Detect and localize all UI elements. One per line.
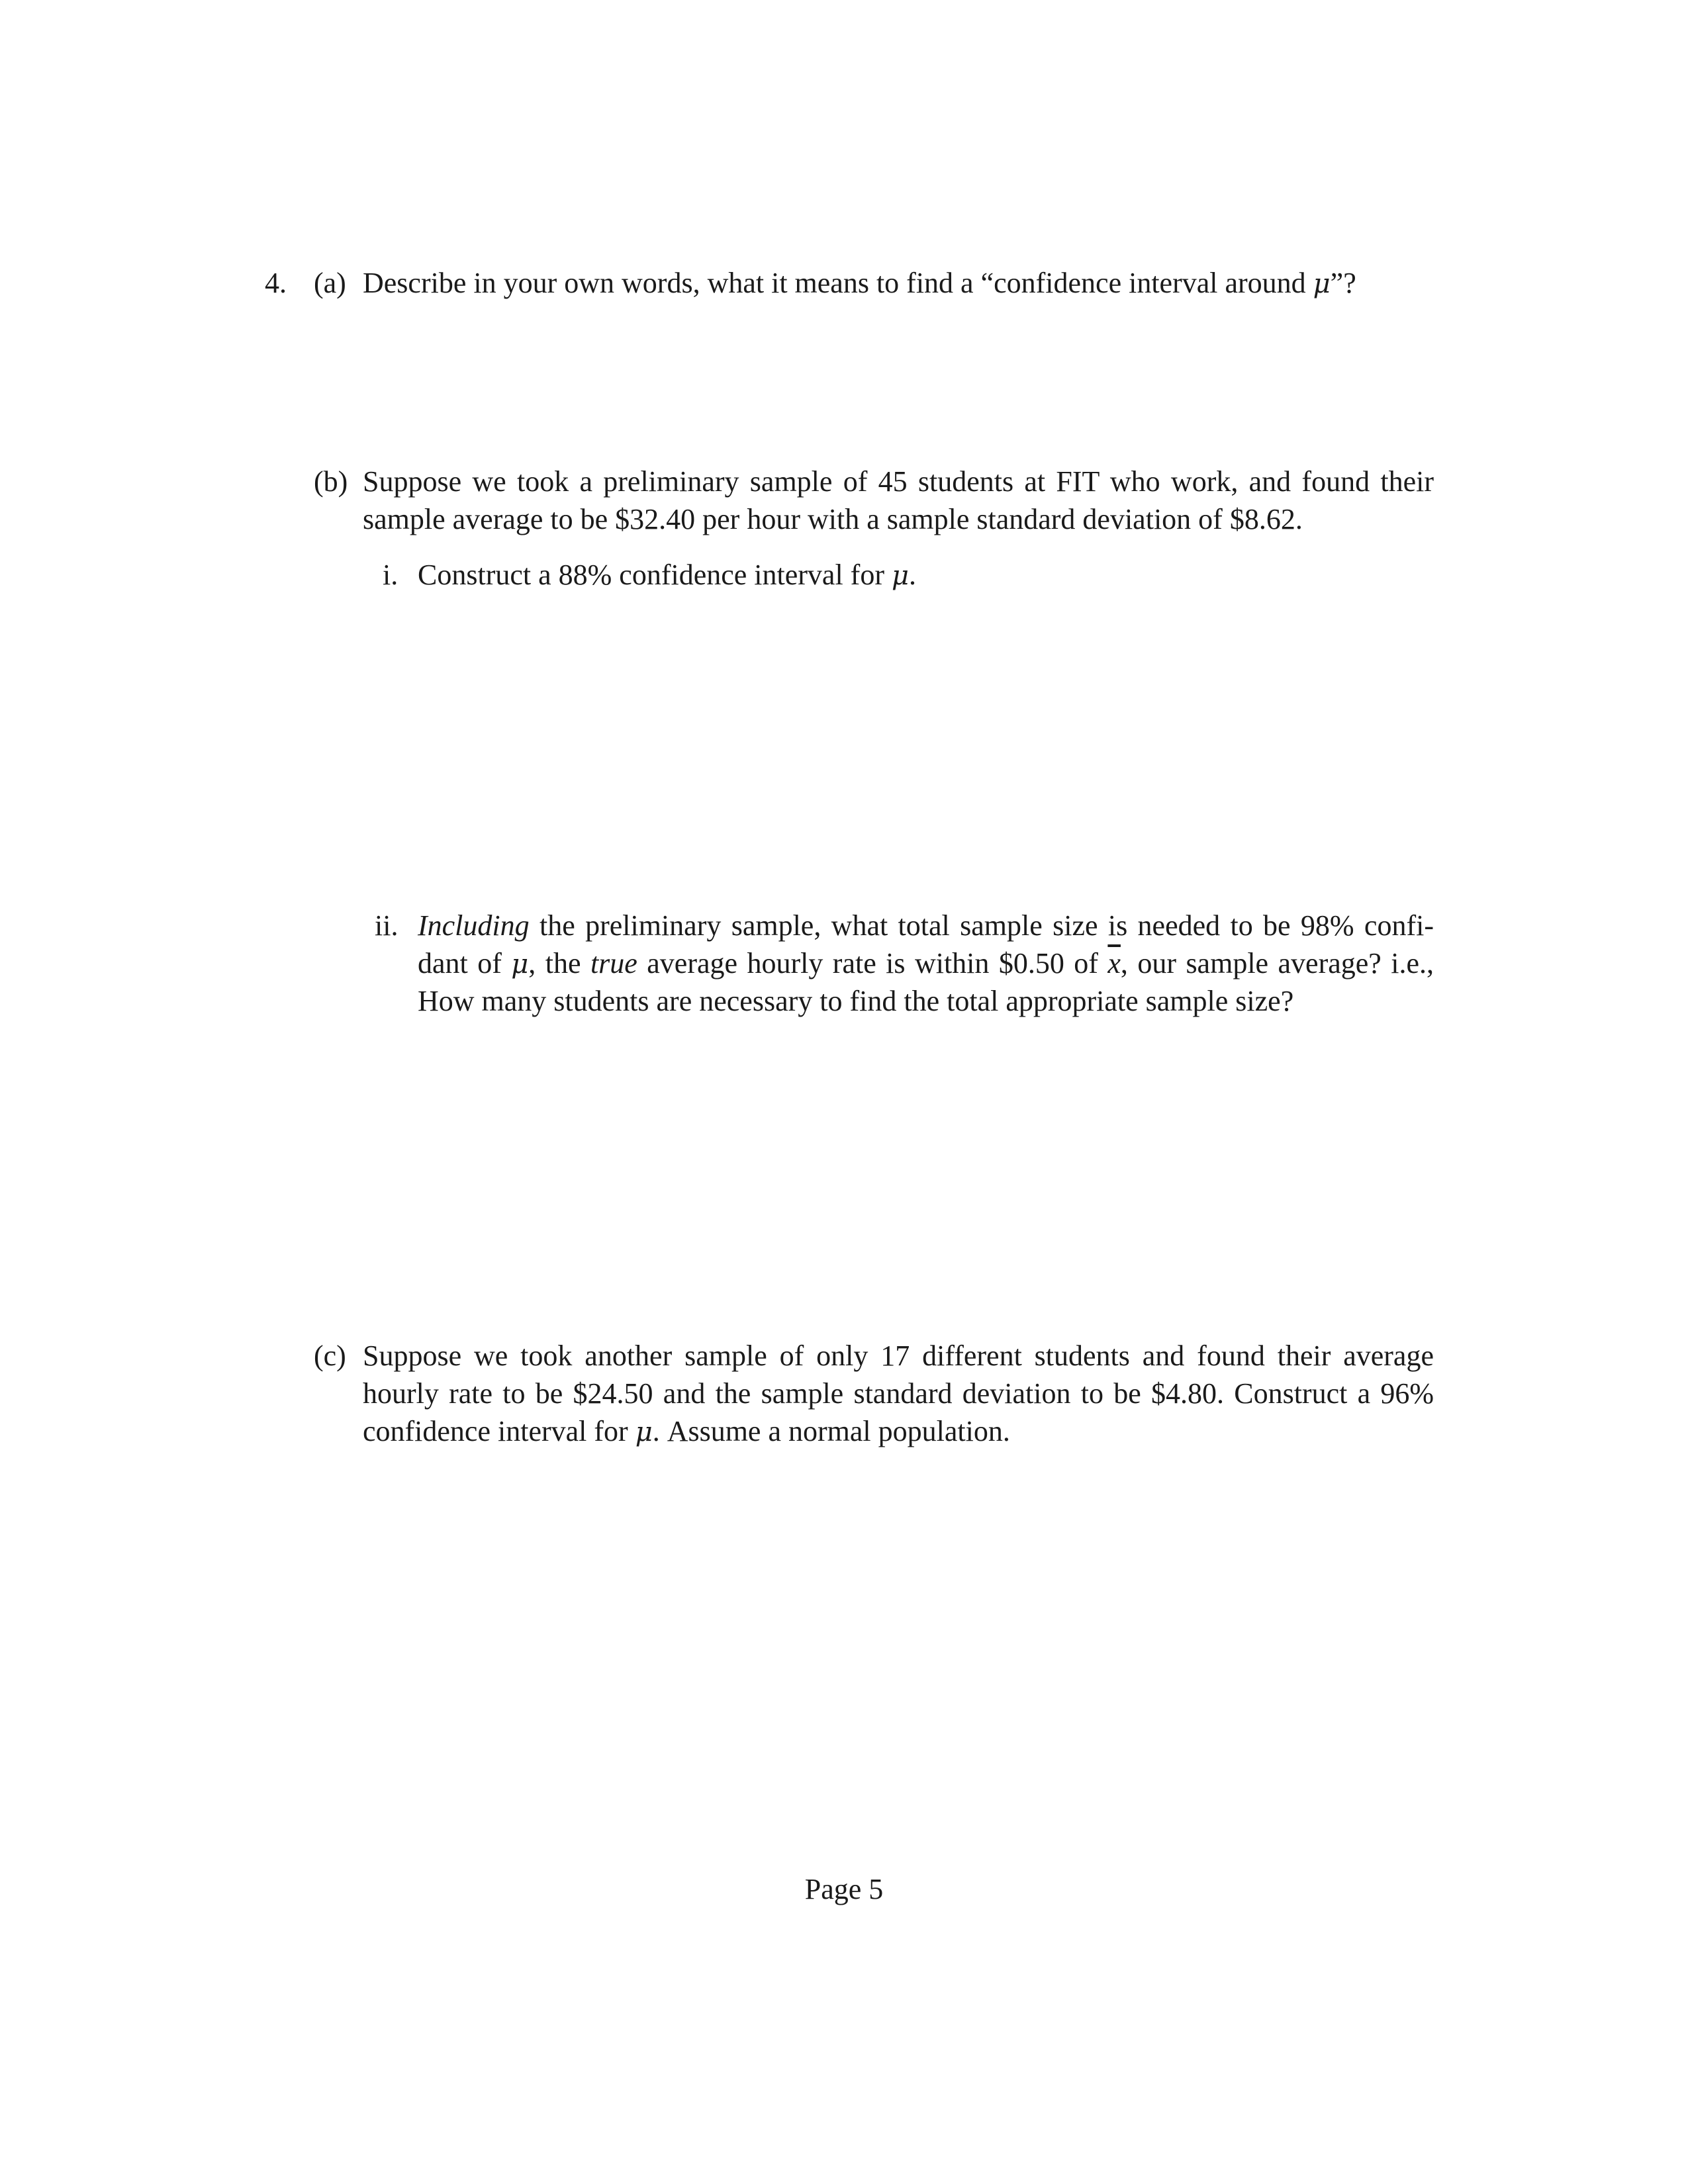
mu-symbol: μ — [511, 949, 529, 979]
x-bar-symbol: $\overline{x}$ — [1107, 947, 1121, 979]
part-c-label: (c) — [314, 1340, 346, 1372]
mu-symbol: μ — [635, 1417, 653, 1447]
part-b-label: (b) — [314, 465, 348, 498]
sub-i-text: Construct a 88% confidence interval for μ. — [418, 559, 916, 591]
part-a-text: Describe in your own words, what it means to find a “confidence interval around μ”? — [363, 267, 1356, 299]
page-number: Page 5 — [804, 1873, 884, 1905]
part-c-line-2: hourly rate to be $24.50 and the sample standard deviation to be $4.80. Construct a 96% — [363, 1377, 1434, 1410]
question-number: 4. — [265, 267, 287, 299]
sub-ii-label: ii. — [375, 909, 399, 942]
mu-symbol: μ — [891, 561, 909, 591]
mu-symbol: μ — [1313, 269, 1331, 299]
sub-ii-line-1: Including the preliminary sample, what total sample size is needed to be 98% confi- — [418, 909, 1434, 942]
sub-ii-line-3: How many students are necessary to find the total appropriate sample size? — [418, 985, 1294, 1017]
sub-i-label: i. — [383, 559, 399, 591]
sub-ii-line-2: dant of μ, the true average hourly rate is within $0.50 of $\overline{x}$, our sample average? i.e., — [418, 947, 1434, 979]
part-a-label: (a) — [314, 267, 346, 299]
part-b-line-2: sample average to be $32.40 per hour with a sample standard deviation of $8.62. — [363, 503, 1303, 535]
part-b-line-1: Suppose we took a preliminary sample of 45 students at FIT who work, and found their — [363, 465, 1434, 498]
part-c-line-1: Suppose we took another sample of only 17 different students and found their average — [363, 1340, 1434, 1372]
part-c-line-3: confidence interval for μ. Assume a normal population. — [363, 1415, 1010, 1447]
